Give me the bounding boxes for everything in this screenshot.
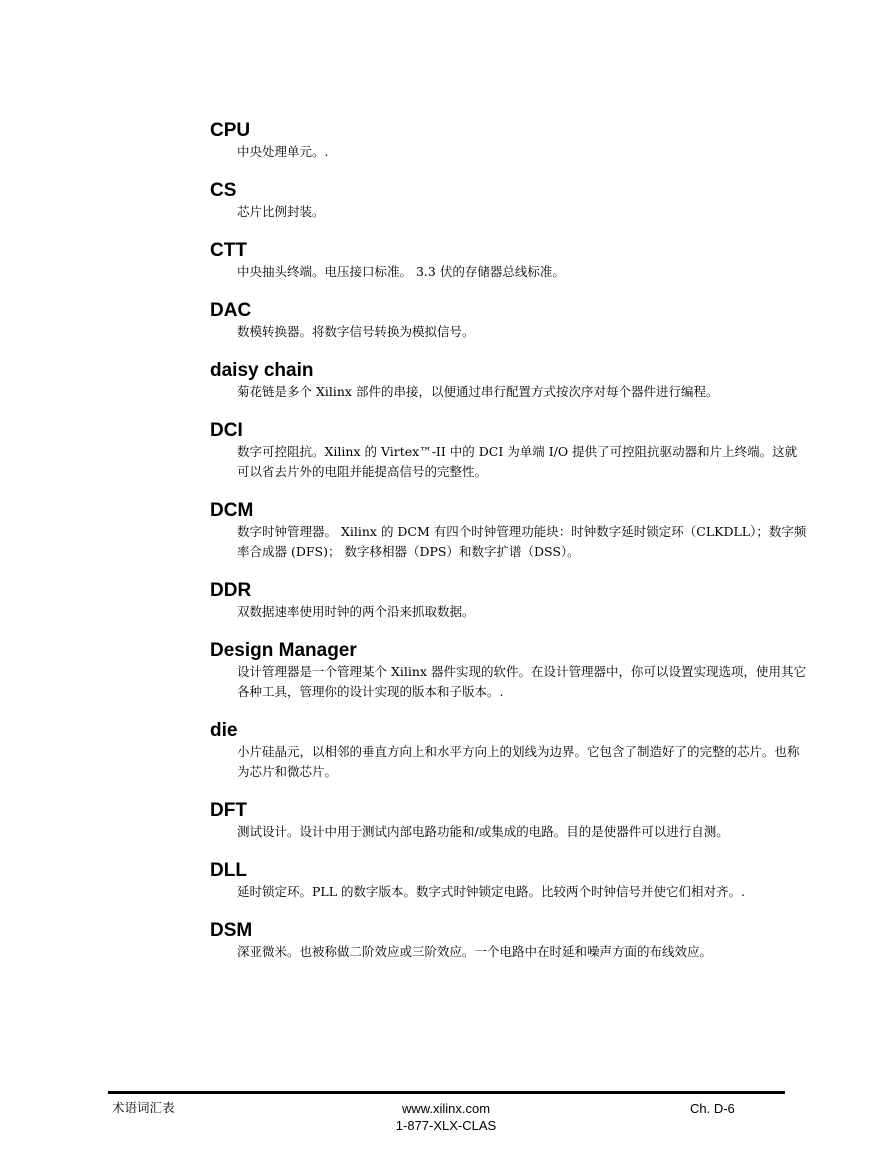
glossary-definition: 设计管理器是一个管理某个 Xilinx 器件实现的软件。在设计管理器中，你可以设置实现选项，使用其它各种工具，管理你的设计实现的版本和子版本。. bbox=[237, 664, 806, 699]
glossary-term: DDR bbox=[210, 580, 252, 601]
glossary-term: DCI bbox=[210, 420, 243, 441]
glossary-entry-dsm bbox=[210, 920, 810, 962]
glossary-definition: 菊花链是多个 Xilinx 部件的串接，以便通过串行配置方式按次序对每个器件进行编程。 bbox=[237, 384, 719, 399]
footer-section-title: 术语词汇表 bbox=[112, 1100, 175, 1115]
footer-divider bbox=[108, 1091, 785, 1094]
glossary-entry-cpu bbox=[210, 120, 810, 162]
glossary-definition: 数模转换器。将数字信号转换为模拟信号。 bbox=[237, 324, 475, 339]
glossary-term: CTT bbox=[210, 240, 247, 261]
glossary-term: die bbox=[210, 720, 238, 741]
glossary-term: daisy chain bbox=[210, 360, 314, 381]
glossary-definition: 数字可控阻抗。Xilinx 的 Virtex™-II 中的 DCI 为单端 I/O 提供了可控阻抗驱动器和片上终端。这就可以省去片外的电阻并能提高信号的完整性。 bbox=[237, 444, 798, 479]
glossary-entry-dft bbox=[210, 800, 810, 842]
footer-website-link[interactable]: www.xilinx.com bbox=[401, 1101, 491, 1116]
glossary-entry-dll bbox=[210, 860, 810, 902]
glossary-term: DCM bbox=[210, 500, 254, 521]
glossary-definition: 小片硅晶元，以相邻的垂直方向上和水平方向上的划线为边界。它包含了制造好了的完整的芯片。也称为芯片和微芯片。 bbox=[237, 744, 800, 779]
glossary-definition: 双数据速率使用时钟的两个沿来抓取数据。 bbox=[237, 604, 475, 619]
glossary-definition: 延时锁定环。PLL 的数字版本。数字式时钟锁定电路。比较两个时钟信号并使它们相对齐。. bbox=[237, 884, 745, 899]
glossary-term: CPU bbox=[210, 120, 251, 141]
glossary-term: DLL bbox=[210, 860, 247, 881]
glossary-entry-ctt bbox=[210, 240, 810, 282]
glossary-term: DSM bbox=[210, 920, 253, 941]
glossary-term: CS bbox=[210, 180, 237, 201]
glossary-definition: 深亚微米。也被称做二阶效应或三阶效应。一个电路中在时延和噪声方面的布线效应。 bbox=[237, 944, 713, 959]
glossary-entry-dci bbox=[210, 420, 810, 482]
glossary-term: DAC bbox=[210, 300, 252, 321]
glossary-definition: 测试设计。设计中用于测试内部电路功能和/或集成的电路。目的是使器件可以进行自测。 bbox=[237, 824, 729, 839]
glossary-entry-design-manager bbox=[210, 640, 810, 702]
glossary-entry-cs bbox=[210, 180, 810, 222]
glossary-entries bbox=[210, 120, 810, 962]
footer-phone: 1-877-XLX-CLAS bbox=[395, 1118, 497, 1133]
footer-contact bbox=[346, 1100, 546, 1134]
glossary-entry-dcm bbox=[210, 500, 810, 562]
glossary-entry-dac bbox=[210, 300, 810, 342]
glossary-definition: 芯片比例封装。 bbox=[237, 204, 325, 219]
glossary-term: DFT bbox=[210, 800, 247, 821]
footer-page-number: Ch. D-6 bbox=[690, 1101, 735, 1116]
glossary-entry-daisy-chain bbox=[210, 360, 810, 402]
glossary-entry-die bbox=[210, 720, 810, 782]
glossary-definition: 中央处理单元。. bbox=[237, 144, 329, 159]
glossary-entry-ddr bbox=[210, 580, 810, 622]
glossary-term: Design Manager bbox=[210, 640, 357, 661]
glossary-definition: 中央抽头终端。电压接口标准。 3.3 伏的存储器总线标准。 bbox=[237, 264, 565, 279]
glossary-definition: 数字时钟管理器。 Xilinx 的 DCM 有四个时钟管理功能块：时钟数字延时锁定环（CLKDLL）；数字频率合成器 (DFS)； 数字移相器（DPS）和数字扩谱（DSS）。 bbox=[237, 524, 807, 559]
